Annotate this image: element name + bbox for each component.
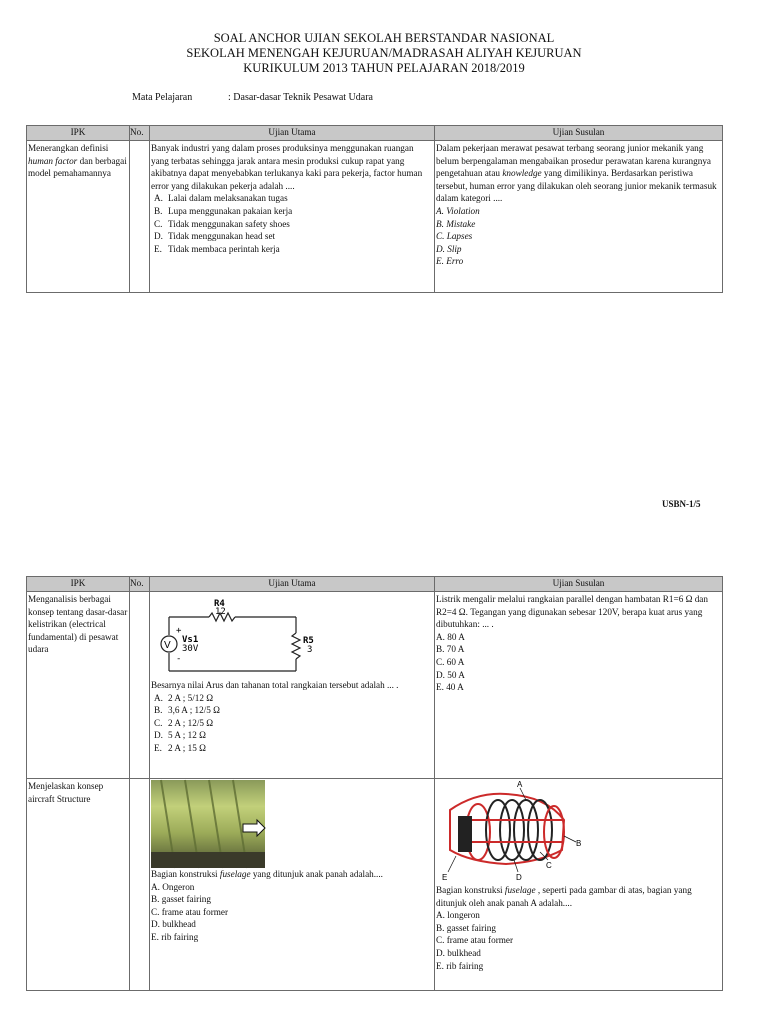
q1-susulan-option: C. Lapses xyxy=(436,231,473,242)
col-no: No. xyxy=(130,577,150,592)
q2-susulan-option: B. 70 A xyxy=(436,644,465,655)
minus-sign: - xyxy=(176,654,182,664)
q2-utama-option-letter: C. xyxy=(154,717,163,728)
q3-utama-stem: Bagian konstruksi fuselage yang ditunjuk anak panah adalah.... xyxy=(151,869,383,879)
q2-susulan-option: D. 50 A xyxy=(436,669,465,680)
plus-sign: + xyxy=(176,626,182,636)
q2-utama xyxy=(150,592,435,779)
q3-utama-option: A. Ongeron xyxy=(151,881,195,892)
q1-utama-option xyxy=(151,243,433,256)
q1-utama-option-letter: A. xyxy=(154,193,163,204)
fig-label-b: B xyxy=(576,839,582,848)
fig-label-a: A xyxy=(517,780,523,789)
q1-utama-option-letter: D. xyxy=(154,231,163,242)
q2-susulan-option: E. 40 A xyxy=(436,682,464,693)
q1-utama-option-text: Lupa menggunakan pakaian kerja xyxy=(168,205,293,216)
q2-utama-option-letter: E. xyxy=(154,742,162,753)
col-ipk: IPK xyxy=(27,577,130,592)
q1-utama-option xyxy=(151,192,433,205)
q1-utama-option-text: Tidak menggunakan safety shoes xyxy=(168,218,290,229)
r5-label: R5 xyxy=(303,636,314,646)
q1-utama-option xyxy=(151,230,433,243)
q2-no xyxy=(130,592,150,779)
col-utama: Ujian Utama xyxy=(150,126,435,141)
r5-value: 3 xyxy=(307,645,313,655)
q2-utama-option-text: 5 A ; 12 Ω xyxy=(168,730,206,741)
q2-utama-stem: Besarnya nilai Arus dan tahanan total rangkaian tersebut adalah ... . xyxy=(151,680,399,690)
subject-label: Mata Pelajaran xyxy=(132,92,193,103)
subject-row xyxy=(132,92,373,103)
q1-utama-option-letter: B. xyxy=(154,205,163,216)
col-susulan: Ujian Susulan xyxy=(435,577,723,592)
q1-utama-option-letter: C. xyxy=(154,218,163,229)
doc-title-line3: KURIKULUM 2013 TAHUN PELAJARAN 2018/2019 xyxy=(243,61,525,75)
pointer-arrow-icon xyxy=(243,820,265,836)
q3-susulan xyxy=(435,779,723,991)
q2-utama-option-text: 3,6 A ; 12/5 Ω xyxy=(168,705,221,716)
col-utama: Ujian Utama xyxy=(150,577,435,592)
doc-title-line2: SEKOLAH MENENGAH KEJURUAN/MADRASAH ALIYAH KEJURUAN xyxy=(186,46,582,60)
col-ipk: IPK xyxy=(27,126,130,141)
r4-label: R4 xyxy=(214,599,225,609)
q1-susulan-option: D. Slip xyxy=(436,243,462,254)
q1-utama-stem: Banyak industri yang dalam proses produksinya menggunakan ruangan yang terbatas sehingga jarak antara mesin produksi cukup rapat yang akibatnya dapat menyebabkan terlukanya kaki para pekerja, factor human error yang dilakukan pekerja adalah .... xyxy=(151,143,423,191)
q1-utama xyxy=(150,141,435,293)
q3-susulan-option: D. bulkhead xyxy=(436,947,481,958)
resistor-r5-symbol xyxy=(292,633,300,659)
fig-label-d: D xyxy=(516,873,522,882)
q3-utama xyxy=(150,779,435,991)
q1-susulan-stem: Dalam pekerjaan merawat pesawat terbang seorang junior mekanik yang belum berpengalaman mengabaikan prosedur perawatan karena kurangnya pengetahuan atau knowledge yang dimilikinya. Berdasarkan peristiwa tersebut, human error yang dilakukan oleh seorang junior mekanik termasuk dalam kategori .... xyxy=(436,143,717,204)
fuselage-diagram xyxy=(436,780,586,884)
fig-label-c: C xyxy=(546,861,552,870)
q2-utama-option-text: 2 A ; 15 Ω xyxy=(168,742,206,753)
q2-utama-option xyxy=(151,729,433,742)
vs-value: 30V xyxy=(182,644,199,654)
q3-utama-option: B. gasset fairing xyxy=(151,894,211,905)
q1-susulan-option: B. Mistake xyxy=(436,218,476,229)
doc-title-line1: SOAL ANCHOR UJIAN SEKOLAH BERSTANDAR NASIONAL xyxy=(213,31,555,45)
q3-susulan-option: E. rib fairing xyxy=(436,960,484,971)
q3-utama-option: C. frame atau former xyxy=(151,906,229,917)
fuselage-photo xyxy=(151,780,265,868)
q1-utama-option xyxy=(151,205,433,218)
voltmeter-letter: V xyxy=(164,640,171,651)
subject-value: : Dasar-dasar Teknik Pesawat Udara xyxy=(228,92,373,103)
q3-utama-option: D. bulkhead xyxy=(151,919,196,930)
q2-susulan-stem: Listrik mengalir melalui rangkaian parallel dengan hambatan R1=6 Ω dan R2=4 Ω. Tegangan yang digunakan sebesar 120V, berapa kuat arus yang dibutuhkan: ... . xyxy=(436,594,708,630)
q3-utama-option: E. rib fairing xyxy=(151,931,199,942)
q3-susulan-option: C. frame atau former xyxy=(436,935,514,946)
q2-susulan-option: A. 80 A xyxy=(436,631,465,642)
q1-utama-option-text: Tidak membaca perintah kerja xyxy=(168,243,280,254)
q3-susulan-stem: Bagian konstruksi fuselage , seperti pada gambar di atas, bagian yang ditunjuk oleh anak panah A adalah.... xyxy=(436,885,692,908)
q1-utama-option-text: Lalai dalam melaksanakan tugas xyxy=(168,193,288,204)
circuit-diagram xyxy=(151,593,314,679)
q2-utama-option xyxy=(151,742,433,755)
q3-no xyxy=(130,779,150,991)
q1-susulan-option: E. Erro xyxy=(436,256,464,267)
q1-ipk: Menerangkan definisi human factor dan berbagai model pemahamannya xyxy=(27,141,130,293)
q1-utama-option-text: Tidak menggunakan head set xyxy=(168,231,276,242)
q2-susulan-option: C. 60 A xyxy=(436,656,465,667)
q1-utama-option-letter: E. xyxy=(154,243,162,254)
q2-utama-option-letter: D. xyxy=(154,730,163,741)
q2-utama-option-text: 2 A ; 5/12 Ω xyxy=(168,692,214,703)
q2-utama-option xyxy=(151,692,433,705)
question-table-1 xyxy=(26,125,723,293)
q2-susulan xyxy=(435,592,723,779)
vs-label: Vs1 xyxy=(182,635,199,645)
q2-utama-option-text: 2 A ; 12/5 Ω xyxy=(168,717,214,728)
fig-label-e: E xyxy=(442,873,448,882)
page-number: USBN-1/5 xyxy=(662,499,701,509)
q2-utama-option xyxy=(151,704,433,717)
q1-utama-option xyxy=(151,218,433,231)
q3-ipk: Menjelaskan konsep aircraft Structure xyxy=(27,779,130,991)
q1-susulan-option: A. Violation xyxy=(436,205,480,216)
col-no: No. xyxy=(130,126,150,141)
col-susulan: Ujian Susulan xyxy=(435,126,723,141)
q3-susulan-option: B. gasset fairing xyxy=(436,922,496,933)
q2-utama-option-letter: B. xyxy=(154,705,163,716)
question-table-2 xyxy=(26,576,723,991)
q1-no xyxy=(130,141,150,293)
q2-utama-option xyxy=(151,717,433,730)
q1-susulan xyxy=(435,141,723,293)
q2-utama-option-letter: A. xyxy=(154,692,163,703)
q2-ipk: Menganalisis berbagai konsep tentang dasar-dasar kelistrikan (electrical fundamental) di pesawat udara xyxy=(27,592,130,779)
r4-value: 12 xyxy=(215,607,226,617)
q3-susulan-option: A. longeron xyxy=(436,910,480,921)
